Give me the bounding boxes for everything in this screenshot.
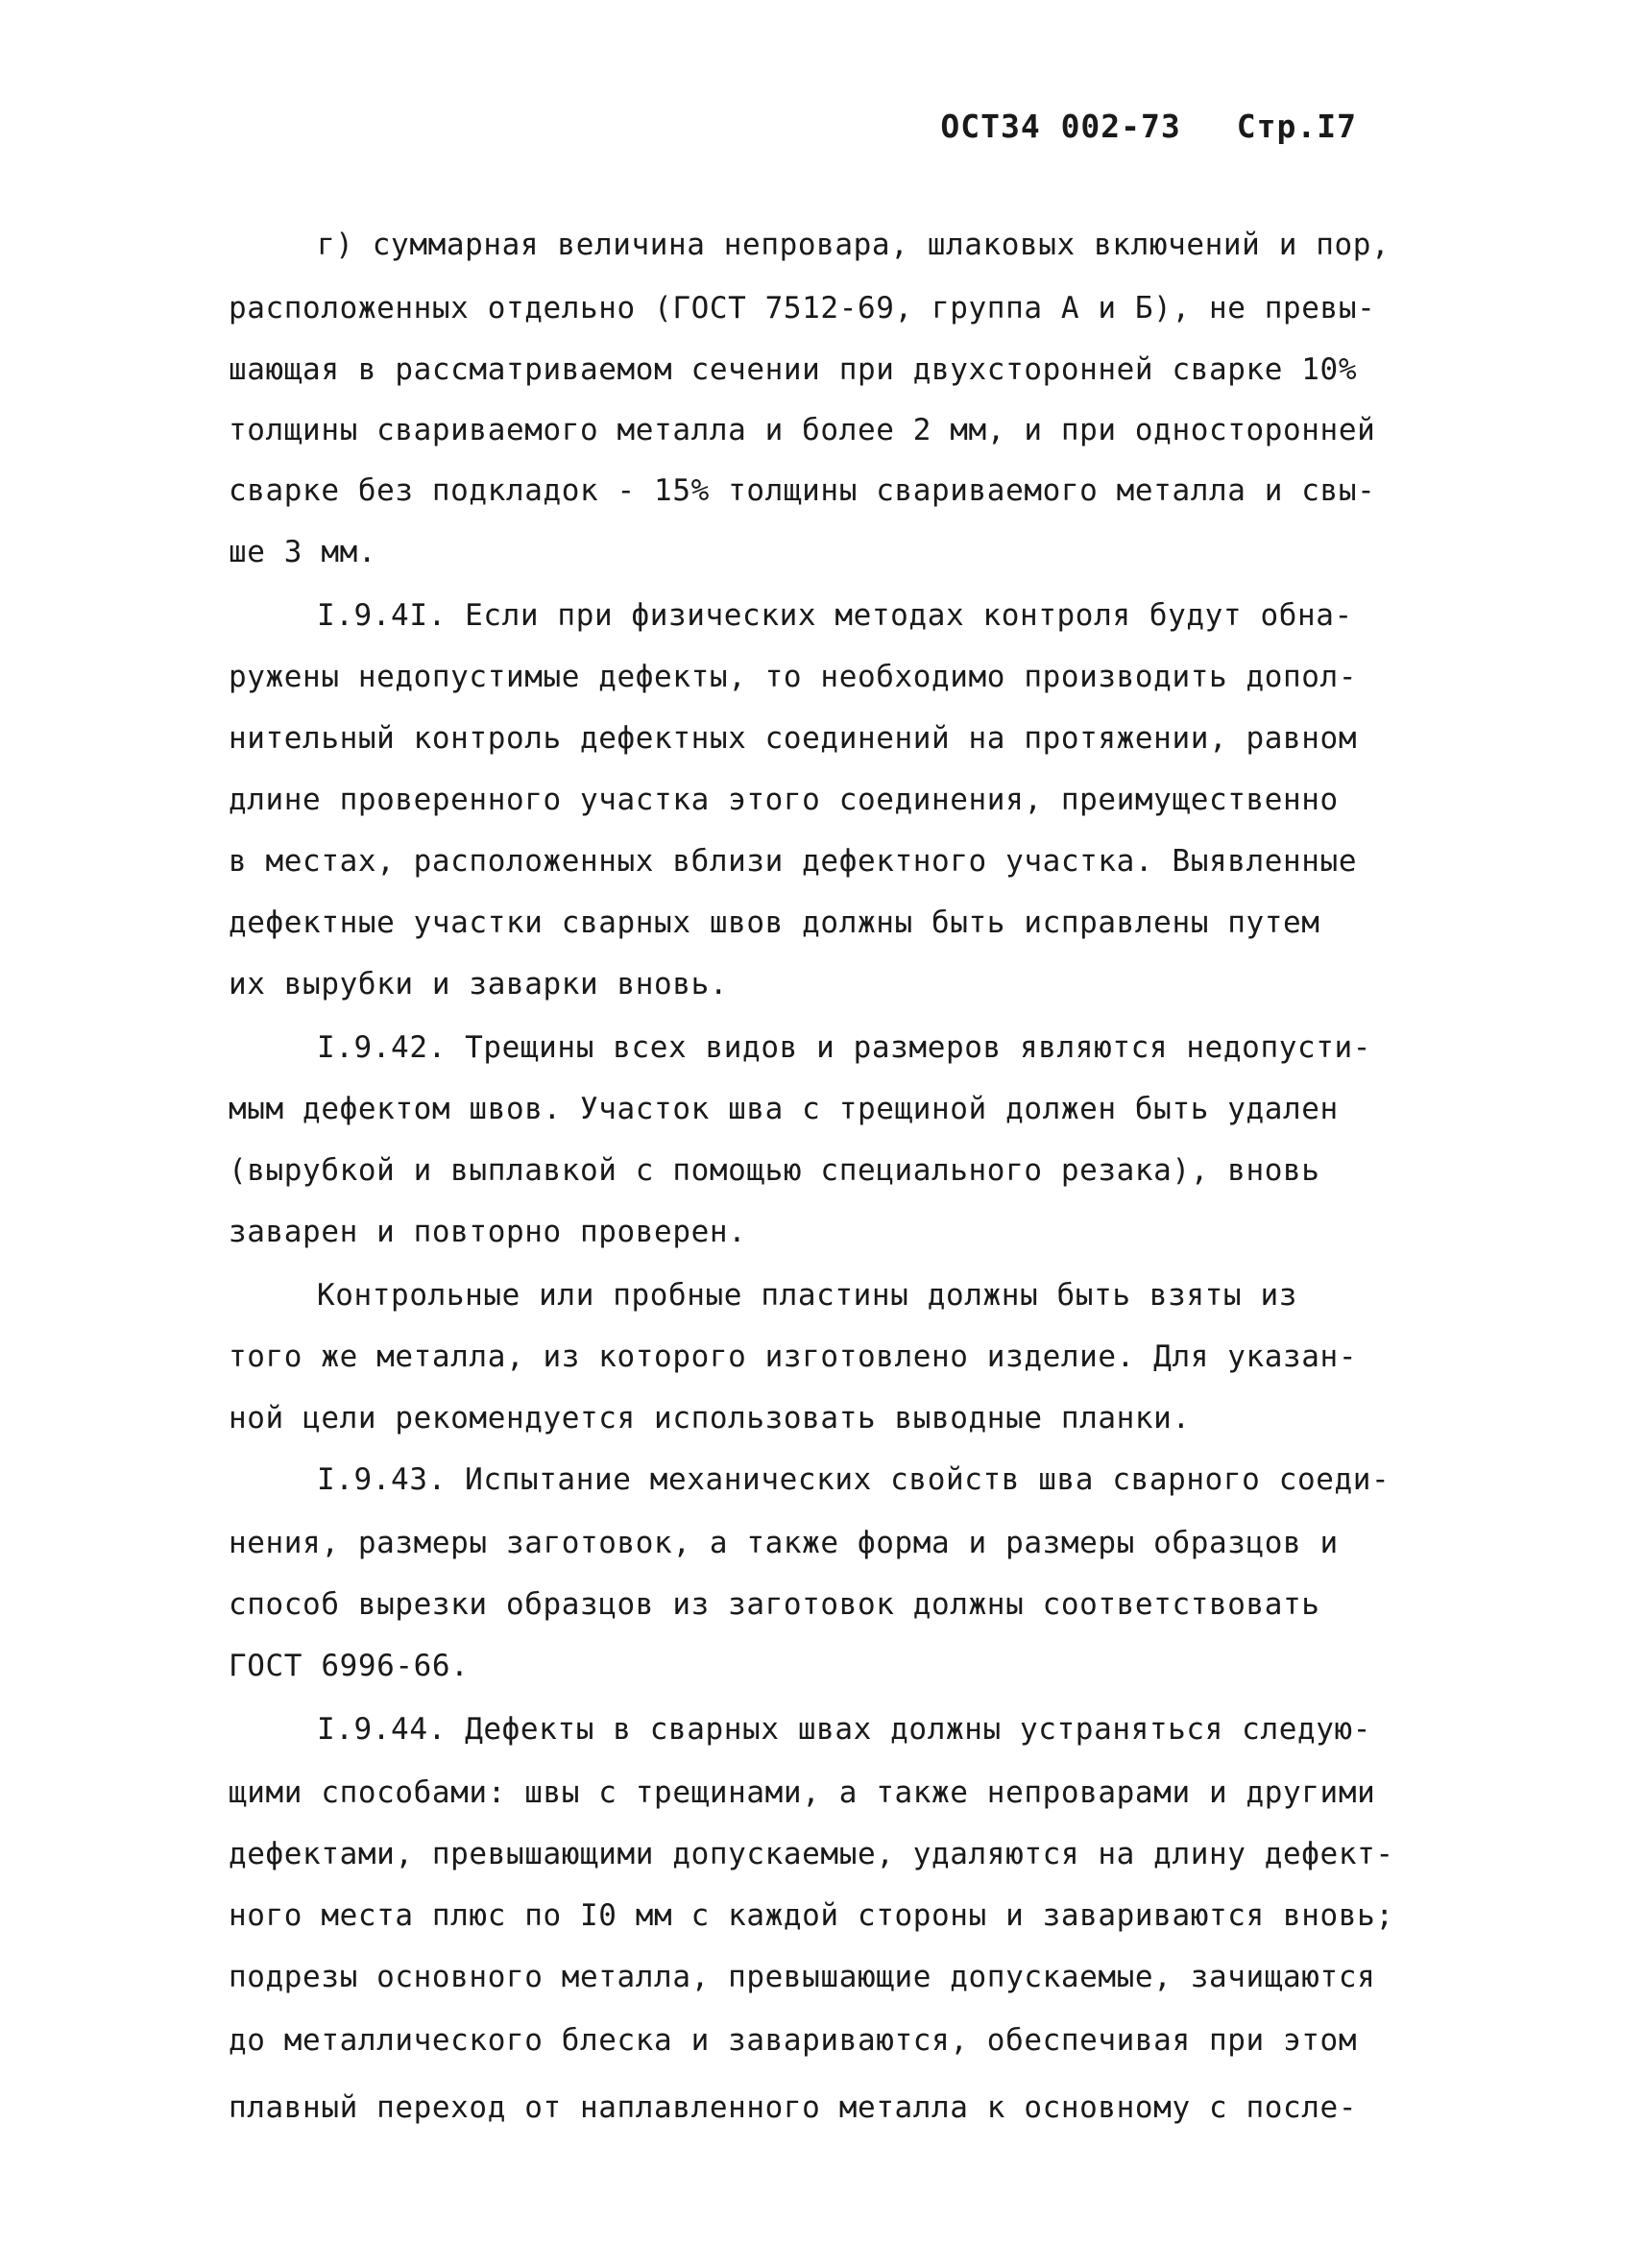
text-line: I.9.42. Трещины всех видов и размеров являются недопусти-	[317, 1030, 1372, 1065]
text-line: сварке без подкладок - 15% толщины свариваемого металла и свы-	[229, 473, 1376, 508]
text-line: толщины свариваемого металла и более 2 мм, и при односторонней	[229, 413, 1376, 447]
text-line: дефектами, превышающими допускаемые, удаляются на длину дефект-	[229, 1837, 1394, 1871]
text-line: длине проверенного участка этого соединения, преимущественно	[229, 783, 1339, 817]
text-line: I.9.4I. Если при физических методах контроля будут обна-	[317, 598, 1353, 633]
text-line: того же металла, из которого изготовлено изделие. Для указан-	[229, 1339, 1358, 1374]
text-line: I.9.44. Дефекты в сварных швах должны устраняться следую-	[317, 1712, 1372, 1747]
text-line: I.9.43. Испытание механических свойств шва сварного соеди-	[317, 1462, 1391, 1497]
text-line: Контрольные или пробные пластины должны быть взяты из	[317, 1278, 1297, 1313]
text-line: мым дефектом швов. Участок шва с трещиной должен быть удален	[229, 1092, 1339, 1126]
text-line: дефектные участки сварных швов должны быть исправлены путем	[229, 905, 1320, 940]
text-line: их вырубки и заварки вновь.	[229, 967, 729, 1001]
text-line: шающая в рассматриваемом сечении при двухсторонней сварке 10%	[229, 352, 1358, 387]
text-line: нительный контроль дефектных соединений на протяжении, равном	[229, 721, 1358, 756]
text-line: (вырубкой и выплавкой с помощью специального резака), вновь	[229, 1153, 1320, 1188]
text-line: заварен и повторно проверен.	[229, 1215, 747, 1249]
text-line: подрезы основного металла, превышающие допускаемые, зачищаются	[229, 1960, 1376, 1994]
text-line: способ вырезки образцов из заготовок должны соответствовать	[229, 1587, 1320, 1622]
text-line: расположенных отдельно (ГОСТ 7512-69, группа А и Б), не превы-	[229, 291, 1376, 326]
text-line: в местах, расположенных вблизи дефектного участка. Выявленные	[229, 844, 1358, 879]
page-header	[940, 108, 1357, 145]
text-line: г) суммарная величина непровара, шлаковых включений и пор,	[317, 228, 1391, 262]
text-line: до металлического блеска и завариваются, обеспечивая при этом	[229, 2023, 1358, 2058]
page-number: Стр.I7	[1236, 108, 1357, 145]
text-line: ГОСТ 6996-66.	[229, 1649, 470, 1683]
document-code: ОСТ34 002-73	[940, 108, 1181, 145]
text-line: плавный переход от наплавленного металла к основному с после-	[229, 2090, 1358, 2125]
text-line: щими способами: швы с трещинами, а также непроварами и другими	[229, 1775, 1376, 1810]
text-line: ного места плюс по I0 мм с каждой стороны и завариваются вновь;	[229, 1898, 1394, 1933]
text-line: ше 3 мм.	[229, 535, 377, 569]
text-line: ной цели рекомендуется использовать выводные планки.	[229, 1401, 1191, 1436]
text-line: нения, размеры заготовок, а также форма и размеры образцов и	[229, 1526, 1339, 1560]
text-line: ружены недопустимые дефекты, то необходимо производить допол-	[229, 660, 1358, 694]
